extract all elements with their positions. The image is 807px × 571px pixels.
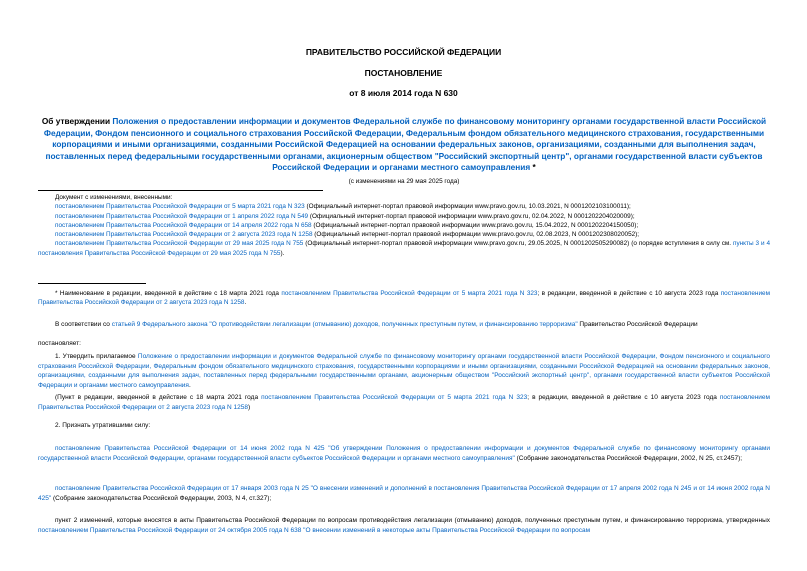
document-date: от 8 июля 2014 года N 630: [349, 88, 458, 98]
title-link[interactable]: Положения о предоставлении информации и документов Федеральной службе по финансовому мониторингу органами государственной власти Российской Федерации, Фондом пенсионного и социального страхования Российской Федерации, Федеральным фондом обязательного медицинского страхования, государственными корпорациями и иными организациями, созданными Российской Федерацией на основании федеральных законов, организациями, созданными для выполнения задач, поставленных перед федеральными государственными органами, акционерным обществом "Российский экспортный центр", органами государственной власти субъектов Российской Федерации и органами местного самоуправления: [43, 116, 767, 172]
list-item: постановлением Правительства Российской Федерации от 1 апреля 2022 года N 549 (Официальный интернет-портал правовой информации www.pravo.gov.ru, 02.04.2022, N 0001202204020009);: [55, 212, 635, 220]
paragraph-1: 1. Утвердить прилагаемое Положение о предоставлении информации и документов Федеральной службе по финансовому мониторингу органами государственной власти Российской Федерации, Фондом пенсионного и социального страхования Российской Федерации, Федеральным фондом обязательного медицинского страхования, государственными корпорациями и иными организациями, созданными Российской Федерацией на основании федеральных законов, организациями, созданными для выполнения задач, поставленных перед федеральными государственными органами, акционерным обществом "Российский экспортный центр", органами государственной власти субъектов Российской Федерации и органами местного самоуправления.: [38, 353, 770, 389]
repealed-link[interactable]: постановлением Правительства Российской Федерации от 24 октября 2005 года N 638 "О внесении изменений в некоторые акты Правительства Российской Федерации по вопросам: [38, 526, 591, 534]
note-link[interactable]: постановлением Правительства Российской Федерации от 2 августа 2023 года N 1258: [38, 394, 770, 411]
list-item: постановлением Правительства Российской Федерации от 5 марта 2021 года N 323 (Официальный интернет-портал правовой информации www.pravo.gov.ru, 10.03.2021, N 0001202103100011);: [55, 203, 631, 211]
change-link[interactable]: постановлением Правительства Российской Федерации от 5 марта 2021 года N 323: [55, 203, 305, 211]
change-link[interactable]: постановлением Правительства Российской Федерации от 14 апреля 2022 года N 658: [55, 221, 312, 229]
change-link[interactable]: пункты 3 и 4 постановления Правительства Российской Федерации от 29 мая 2025 года N 755: [38, 240, 770, 257]
government-heading: ПРАВИТЕЛЬСТВО РОССИЙСКОЙ ФЕДЕРАЦИИ: [305, 47, 502, 57]
title-prefix: Об утверждении: [41, 116, 113, 126]
list-item: постановлением Правительства Российской Федерации от 29 мая 2025 года N 755 (Официальный интернет-портал правовой информации www.pravo.gov.ru, 29.05.2025, N 0001202505290082) (о порядке вступления в силу см. пункты 3 и 4 постановления Правительства Российской Федерации от 29 мая 2025 года N 755).: [38, 240, 770, 257]
footnote-link[interactable]: постановлением Правительства Российской Федерации от 2 августа 2023 года N 1258: [38, 290, 770, 307]
title-suffix: *: [530, 162, 536, 172]
paragraph-1-note: (Пункт в редакции, введенной в действие с 18 марта 2021 года постановлением Правительства Российской Федерации от 5 марта 2021 года N 323; в редакции, введенной в действие с 10 августа 2023 года постановлением Правительства Российской Федерации от 2 августа 2023 года N 1258): [38, 394, 770, 411]
document-type: ПОСТАНОВЛЕНИЕ: [364, 68, 443, 78]
divider: [38, 190, 323, 191]
amendment-note: (с изменениями на 29 мая 2025 года): [348, 178, 460, 185]
footnote: * Наименование в редакции, введенной в действие с 18 марта 2021 года постановлением Правительства Российской Федерации от 5 марта 2021 года N 323; в редакции, введенной в действие с 10 августа 2023 года постановлением Правительства Российской Федерации от 2 августа 2023 года N 1258.: [38, 290, 770, 307]
note-link[interactable]: постановлением Правительства Российской Федерации от 5 марта 2021 года N 323: [261, 394, 528, 401]
paragraph-2: 2. Признать утратившими силу:: [55, 422, 151, 429]
regulation-link[interactable]: Положение о предоставлении информации и документов Федеральной службе по финансовому мониторингу органами государственной власти Российской Федерации, Фондом пенсионного и социального страхования Российской Федерации, Федеральным фондом обязательного медицинского страхования, государственными корпорациями и иными организациями, созданными Российской Федерацией на основании федеральных законов, организациями, созданными для выполнения задач, поставленных перед федеральными государственными органами, акционерным обществом "Российский экспортный центр", органами государственной власти субъектов Российской Федерации и органами местного самоуправления: [38, 353, 770, 389]
list-item: постановлением Правительства Российской Федерации от 2 августа 2023 года N 1258 (Официальный интернет-портал правовой информации www.pravo.gov.ru, 02.08.2023, N 0001202308020052);: [55, 231, 640, 239]
change-link[interactable]: постановлением Правительства Российской Федерации от 1 апреля 2022 года N 549: [55, 212, 309, 220]
change-link[interactable]: постановлением Правительства Российской Федерации от 29 мая 2025 года N 755: [55, 240, 304, 248]
repealed-item: постановление Правительства Российской Федерации от 14 июня 2002 года N 425 "Об утверждении Положения о предоставлении информации и документов Федеральной службе по финансовому мониторингу органами государственной власти Российской Федерации, органами государственной власти субъектов Российской Федерации и органами местного самоуправления" (Собрание законодательства Российской Федерации, 2002, N 25, ст.2457);: [38, 445, 770, 462]
preamble: В соответствии со статьей 9 Федерального закона "О противодействии легализации (отмыванию) доходов, полученных преступным путем, и финансированию терроризма" Правительство Российской Федерации: [55, 321, 698, 328]
changes-heading: Документ с изменениями, внесенными:: [55, 194, 173, 201]
repealed-item: постановление Правительства Российской Федерации от 17 января 2003 года N 25 "О внесении изменений и дополнений в постановления Правительства Российской Федерации от 17 апреля 2002 года N 245 и от 14 июня 2002 года N 425" (Собрание законодательства Российской Федерации, 2003, N 4, ст.327);: [38, 485, 770, 502]
list-item: постановлением Правительства Российской Федерации от 14 апреля 2022 года N 658 (Официальный интернет-портал правовой информации www.pravo.gov.ru, 15.04.2022, N 0001202204150050);: [55, 221, 639, 229]
repealed-item: пункт 2 изменений, которые вносятся в акты Правительства Российской Федерации по вопросам противодействия легализации (отмыванию) доходов, полученных преступным путем, и финансированию терроризма, утвержденных постановлением Правительства Российской Федерации от 24 октября 2005 года N 638 "О внесении изменений в некоторые акты Правительства Российской Федерации по вопросам: [38, 517, 770, 534]
law-link[interactable]: статьей 9 Федерального закона "О противодействии легализации (отмыванию) доходов, полученных преступным путем, и финансированию терроризма": [111, 321, 578, 328]
repealed-link[interactable]: постановление Правительства Российской Федерации от 14 июня 2002 года N 425 "Об утверждении Положения о предоставлении информации и документов Федеральной службе по финансовому мониторингу органами государственной власти Российской Федерации, органами государственной власти субъектов Российской Федерации и органами местного самоуправления": [38, 445, 770, 462]
change-link[interactable]: постановлением Правительства Российской Федерации от 2 августа 2023 года N 1258: [55, 231, 313, 239]
document-title: [38, 116, 770, 174]
changes-list: [38, 193, 770, 258]
decides-text: постановляет:: [38, 340, 81, 347]
footnote-divider: [38, 283, 146, 284]
repealed-link[interactable]: постановление Правительства Российской Федерации от 17 января 2003 года N 25 "О внесении изменений и дополнений в постановления Правительства Российской Федерации от 17 апреля 2002 года N 245 и от 14 июня 2002 года N 425": [38, 485, 770, 502]
footnote-link[interactable]: постановлением Правительства Российской Федерации от 5 марта 2021 года N 323: [281, 290, 538, 297]
